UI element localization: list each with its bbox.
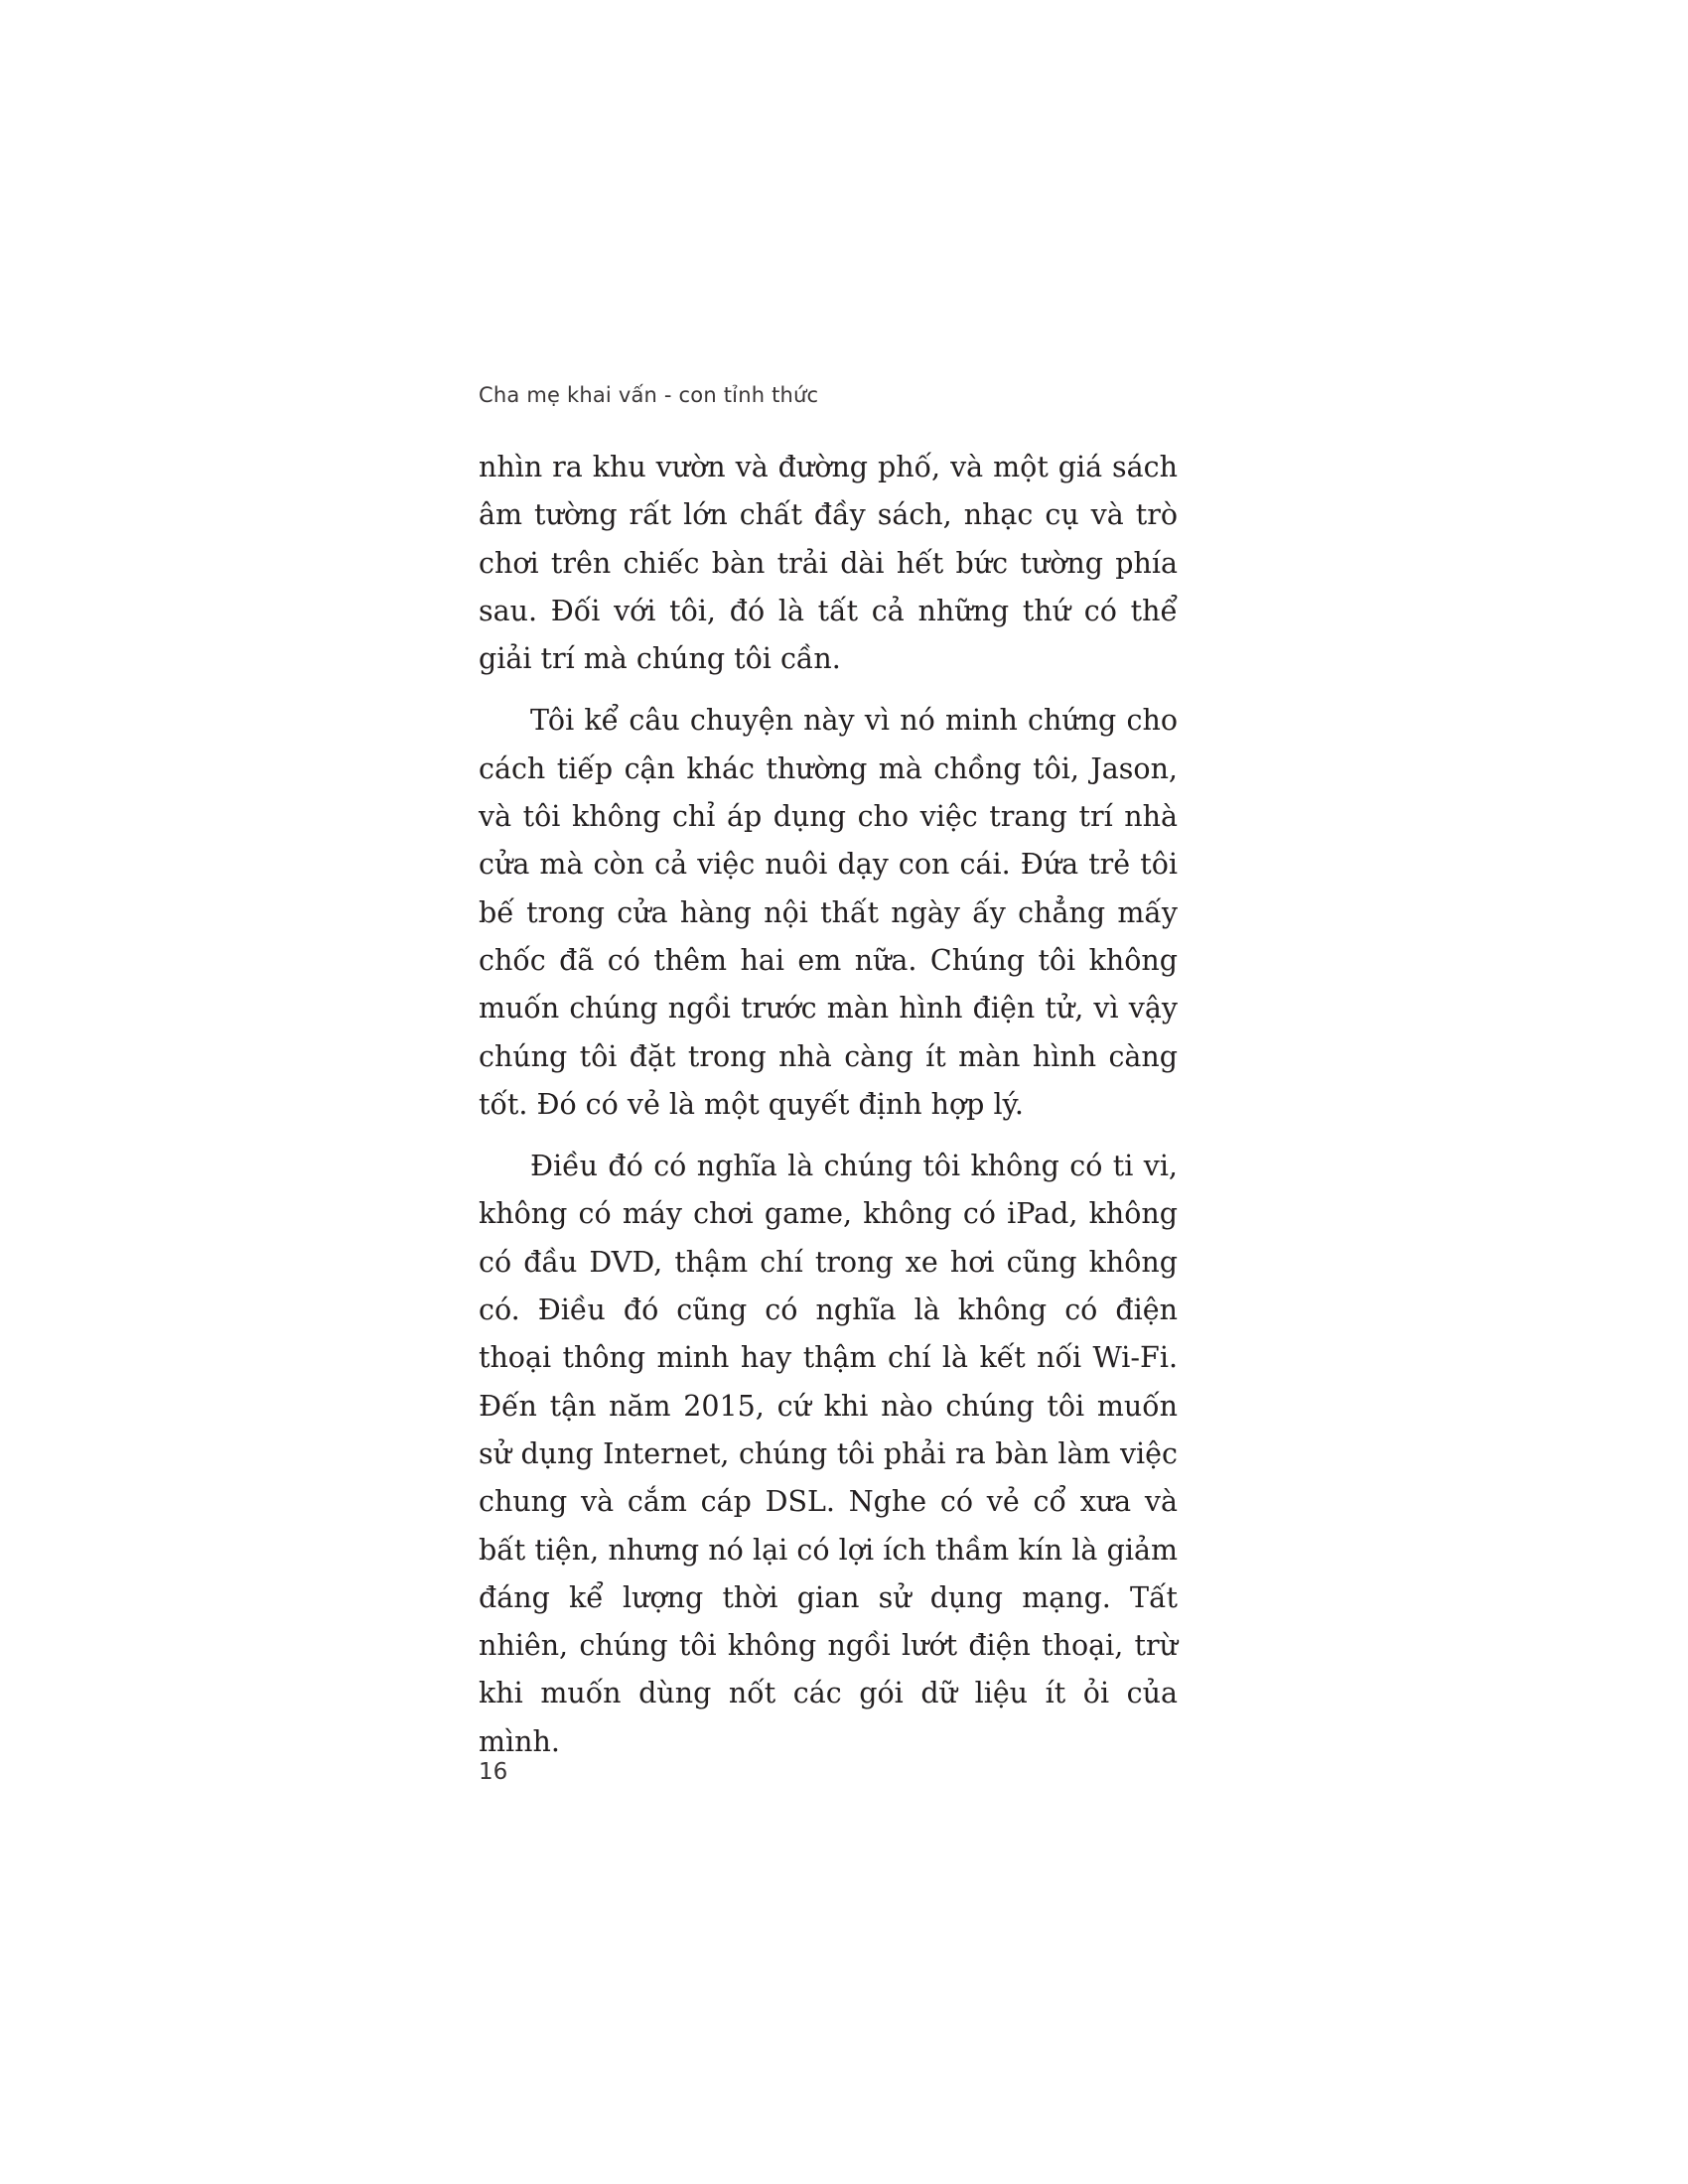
paragraph: Tôi kể câu chuyện này vì nó minh chứng cho cách tiếp cận khác thường mà chồng tôi, Jason, và tôi không chỉ áp dụng cho việc trang trí nhà cửa mà còn cả việc nuôi dạy con cái. Đứa trẻ tôi bế trong cửa hàng nội thất ngày ấy chẳng mấy chốc đã có thêm hai em nữa. Chúng tôi không muốn chúng ngồi trước màn hình điện tử, vì vậy chúng tôi đặt trong nhà càng ít màn hình càng tốt. Đó có vẻ là một quyết định hợp lý. xyxy=(479,704,1178,1121)
running-header: Cha mẹ khai vấn - con tỉnh thức xyxy=(479,383,819,407)
page-number: 16 xyxy=(479,1759,508,1785)
body-text xyxy=(479,444,1178,1780)
paragraph: Điều đó có nghĩa là chúng tôi không có ti vi, không có máy chơi game, không có iPad, không có đầu DVD, thậm chí trong xe hơi cũng không có. Điều đó cũng có nghĩa là không có điện thoại thông minh hay thậm chí là kết nối Wi-Fi. Đến tận năm 2015, cứ khi nào chúng tôi muốn sử dụng Internet, chúng tôi phải ra bàn làm việc chung và cắm cáp DSL. Nghe có vẻ cổ xưa và bất tiện, nhưng nó lại có lợi ích thầm kín là giảm đáng kể lượng thời gian sử dụng mạng. Tất nhiên, chúng tôi không ngồi lướt điện thoại, trừ khi muốn dùng nốt các gói dữ liệu ít ỏi của mình. xyxy=(479,1150,1178,1758)
paragraph-continuation: nhìn ra khu vườn và đường phố, và một giá sách âm tường rất lớn chất đầy sách, nhạc cụ và trò chơi trên chiếc bàn trải dài hết bức tường phía sau. Đối với tôi, đó là tất cả những thứ có thể giải trí mà chúng tôi cần. xyxy=(479,451,1178,676)
